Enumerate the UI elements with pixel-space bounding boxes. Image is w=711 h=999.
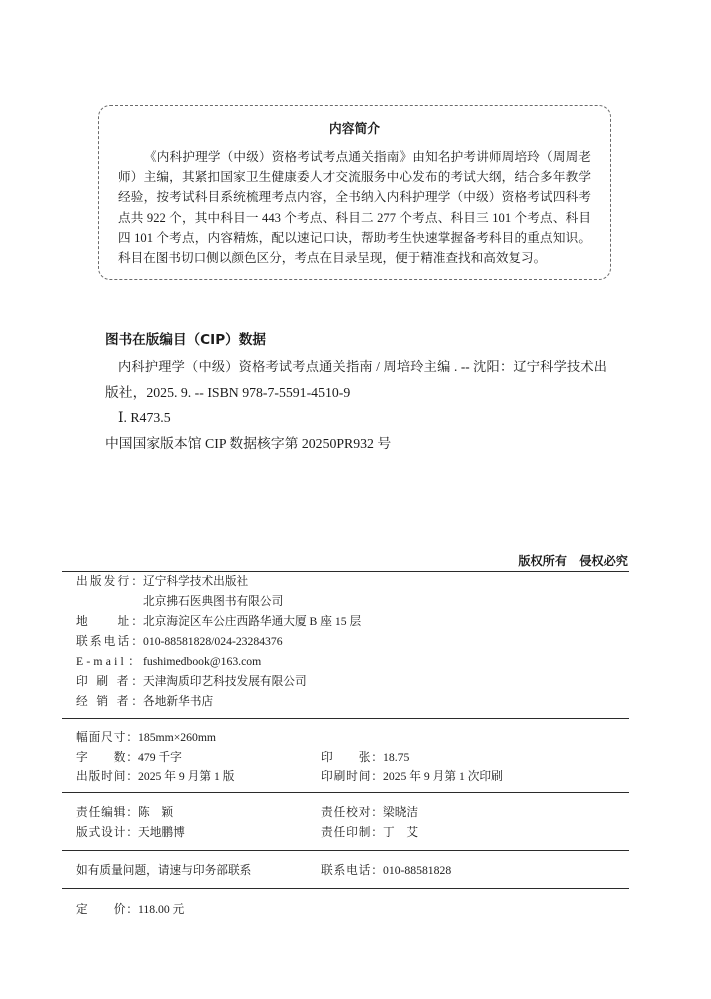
price-value: 118.00 元 (138, 903, 185, 916)
phone-value: 010-88581828/024-23284376 (143, 635, 283, 648)
summary-title: 内容简介 (328, 122, 381, 137)
quality-info (76, 861, 616, 881)
editor-cell (76, 803, 321, 823)
address-label: 地 址： (76, 615, 143, 628)
divider (62, 850, 629, 851)
printer-row (76, 672, 616, 692)
design-cell (76, 823, 321, 843)
summary-line: 《内科护理学（中级）资格考试考点通关指南》由知名护考讲师周培玲（周周老 (144, 150, 591, 164)
copyright-notice: 版权所有 侵权必究 (518, 554, 628, 568)
quality-phone-value: 010-88581828 (383, 864, 452, 877)
editor-value: 陈 颖 (138, 806, 174, 819)
summary-line: 经验，按考试科目系统梳理考点内容，全书纳入内科护理学（中级）资格考试四科考 (118, 190, 591, 205)
cip-line: 版社，2025. 9. -- ISBN 978-7-5591-4510-9 (105, 384, 351, 400)
format-label: 幅面尺寸： (76, 731, 138, 744)
editor-label: 责任编辑： (76, 806, 138, 819)
price-info (76, 900, 616, 920)
quality-row (76, 861, 616, 881)
distributor-value: 各地新华书店 (143, 695, 214, 708)
cip-line: 内科护理学（中级）资格考试考点通关指南 / 周培玲主编 . -- 沈阳：辽宁科学技术出 (118, 358, 607, 374)
divider (62, 792, 629, 793)
summary-box (98, 105, 611, 280)
co-publisher-name: 北京拂石医典图书有限公司 (143, 595, 284, 608)
publish-date-cell (76, 767, 321, 787)
print-date-value: 2025 年 9 月第 1 次印刷 (383, 770, 503, 784)
quality-phone-label: 联系电话： (321, 864, 383, 877)
sheets-label: 印 张： (321, 750, 383, 764)
email-value: fushimedbook@163.com (143, 655, 262, 668)
printer-value: 天津淘质印艺科技发展有限公司 (143, 675, 307, 688)
summary-line: 四 101 个考点，内容精炼，配以速记口诀，帮助考生快速掌握备考科目的重点知识。 (118, 230, 591, 245)
publisher-label: 出版发行： (76, 575, 143, 588)
credits-row (76, 823, 616, 843)
divider (62, 888, 629, 889)
cip-line: 中国国家版本馆 CIP 数据核字第 20250PR932 号 (105, 436, 392, 452)
address-row (76, 612, 616, 632)
format-value: 185mm×260mm (138, 731, 217, 744)
sheets-value: 18.75 (383, 750, 410, 764)
proofreader-value: 梁晓洁 (383, 806, 419, 819)
credits-row (76, 803, 616, 823)
quality-phone-cell (321, 861, 451, 881)
dates-row (76, 767, 616, 787)
quality-notice: 如有质量问题，请速与印务部联系 (76, 864, 252, 877)
print-date-cell (321, 767, 503, 787)
production-cell (321, 823, 418, 843)
design-label: 版式设计： (76, 826, 138, 839)
format-row (76, 728, 616, 748)
email-row (76, 652, 616, 672)
cip-line: Ⅰ. R473.5 (118, 410, 171, 426)
price-row (76, 900, 616, 920)
distributor-label: 经 销 者： (76, 695, 143, 708)
publish-date-label: 出版时间： (76, 770, 138, 784)
summary-line: 点共 922 个，其中科目一 443 个考点、科目二 277 个考点、科目三 101 个考点、科目 (118, 210, 591, 225)
phone-label: 联系电话： (76, 635, 143, 648)
phone-row (76, 632, 616, 652)
word-count-value: 479 千字 (138, 750, 182, 764)
book-specs (76, 728, 616, 787)
email-label: E-mail： (76, 655, 143, 668)
publication-info (76, 572, 616, 712)
co-publisher-row (76, 592, 616, 612)
quality-notice-cell (76, 861, 321, 881)
publisher-name: 辽宁科学技术出版社 (143, 575, 249, 588)
divider (62, 718, 629, 719)
summary-line: 科目在图书切口侧以颜色区分，考点在目录呈现，便于精准查找和高效复习。 (118, 251, 547, 266)
cip-data (105, 328, 607, 457)
word-count-sheets-row (76, 748, 616, 768)
price-label: 定 价： (76, 903, 138, 916)
address-value: 北京海淀区车公庄西路华通大厦 B 座 15 层 (143, 615, 362, 628)
sheets-cell (321, 748, 409, 768)
production-label: 责任印制： (321, 826, 383, 839)
publish-date-value: 2025 年 9 月第 1 版 (138, 770, 235, 784)
production-value: 丁 艾 (383, 826, 419, 839)
print-date-label: 印刷时间： (321, 770, 383, 784)
distributor-row (76, 692, 616, 712)
publisher-row (76, 572, 616, 592)
printer-label: 印 刷 者： (76, 675, 143, 688)
proofreader-cell (321, 803, 418, 823)
credits (76, 803, 616, 843)
word-count-cell (76, 748, 321, 768)
design-value: 天地鹏博 (138, 826, 185, 839)
proofreader-label: 责任校对： (321, 806, 383, 819)
summary-line: 师）主编，其紧扣国家卫生健康委人才交流服务中心发布的考试大纲，结合多年教学 (118, 170, 591, 185)
word-count-label: 字 数： (76, 750, 138, 764)
cip-heading: 图书在版编目（CIP）数据 (105, 332, 266, 348)
